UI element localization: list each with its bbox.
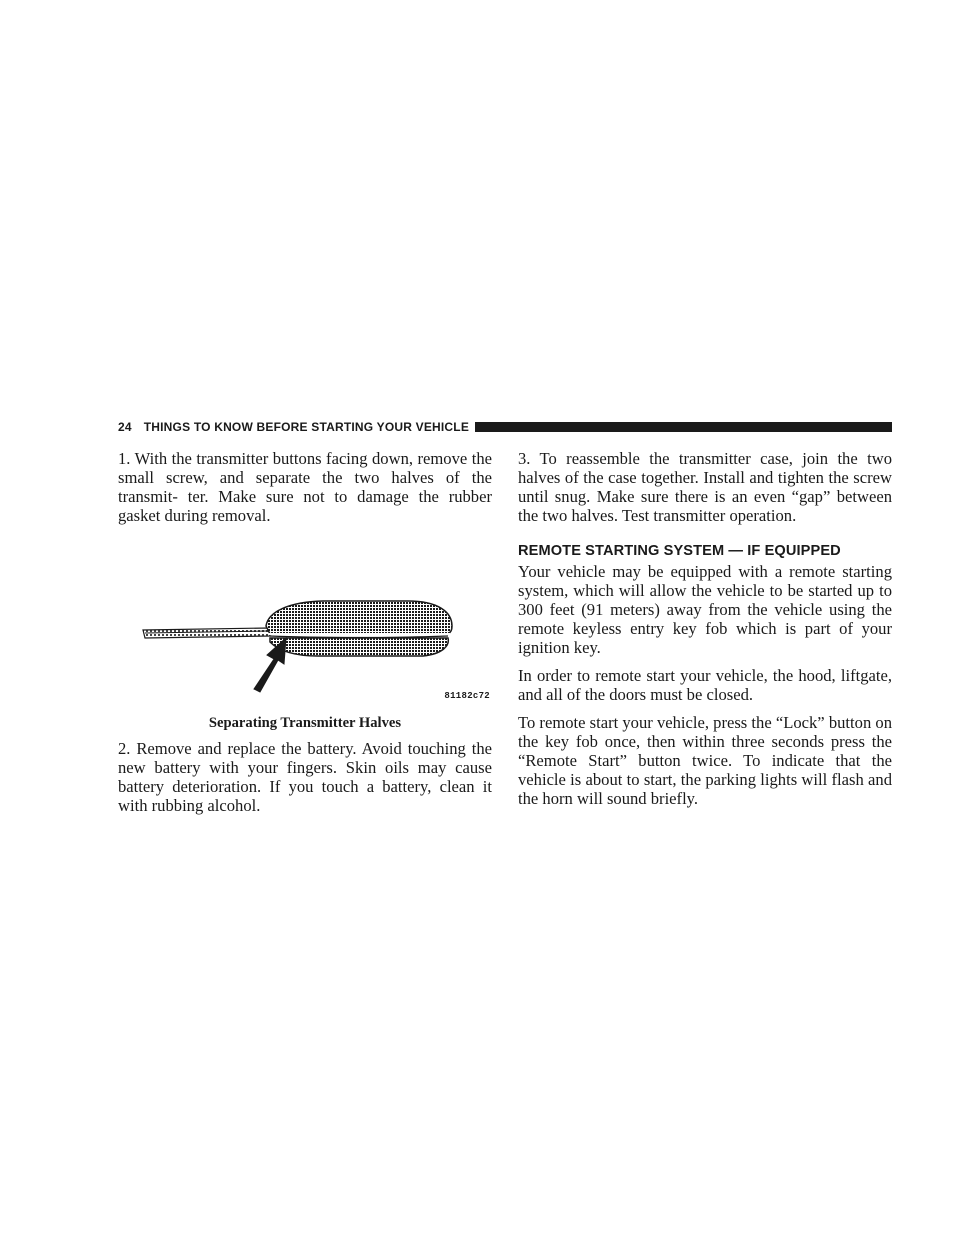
page-number: 24 — [118, 420, 132, 434]
remote-start-paragraph-3: To remote start your vehicle, press the “Lock” button on the key fob once, then within three seconds press the “Remote Start” button twice. To indicate that the vehicle is about to start, the parking lights will flash and the horn will sound briefly. — [518, 713, 892, 808]
step-1-paragraph: 1. With the transmitter buttons facing down, remove the small screw, and separate the two halves of the transmit- ter. Make sure not to damage the rubber gasket during removal. — [118, 449, 492, 525]
fob-upper-half — [266, 601, 452, 634]
arrow-icon — [254, 638, 286, 692]
remote-start-paragraph-2: In order to remote start your vehicle, the hood, liftgate, and all of the doors must be closed. — [518, 666, 892, 704]
step-3-paragraph: 3. To reassemble the transmitter case, join the two halves of the case together. Install and tighten the screw until snug. Make sure there is an even “gap” between the two halves. Test transmitter operation. — [518, 449, 892, 525]
figure-caption: Separating Transmitter Halves — [208, 715, 402, 731]
right-column — [518, 449, 892, 817]
transmitter-figure — [118, 554, 492, 710]
header-rule — [475, 422, 892, 432]
page-header — [118, 419, 892, 435]
remote-start-paragraph-1: Your vehicle may be equipped with a remote starting system, which will allow the vehicle to be started up to 300 feet (91 meters) away from the vehicle using the remote keyless entry key fob which is part of your ignition key. — [518, 562, 892, 657]
step-2-paragraph: 2. Remove and replace the battery. Avoid touching the new battery with your fingers. Skin oils may cause battery deterioration. If you touch a battery, clean it with rubbing alcohol. — [118, 739, 492, 815]
running-title: THINGS TO KNOW BEFORE STARTING YOUR VEHICLE — [143, 420, 470, 434]
transmitter-illustration — [118, 554, 492, 710]
section-heading: REMOTE STARTING SYSTEM — IF EQUIPPED — [518, 543, 841, 559]
fob-lower-half — [270, 638, 448, 656]
figure-code: 81182c72 — [444, 691, 490, 701]
left-column — [118, 449, 492, 824]
